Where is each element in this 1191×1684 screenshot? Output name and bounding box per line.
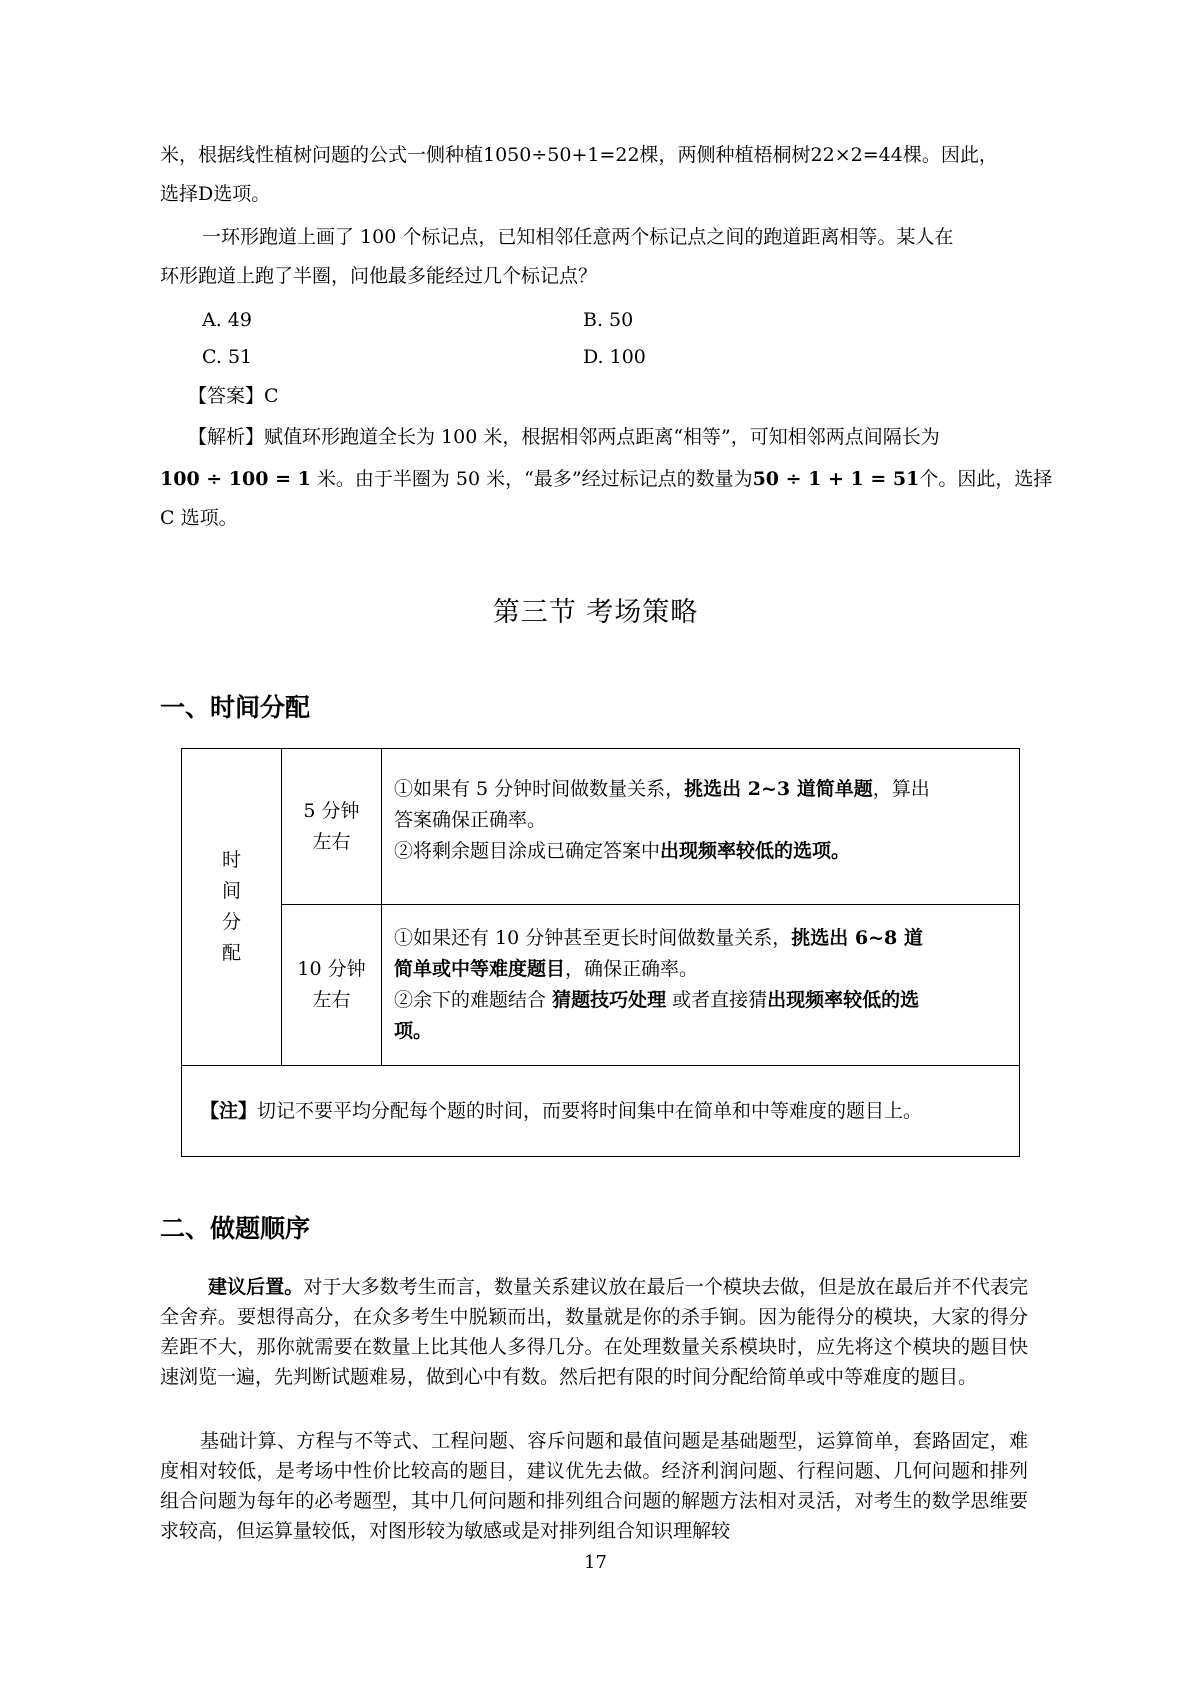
paragraph-text: 对于大多数考生而言，数量关系建议放在最后一个模块去做，但是放在最后并不代表完全舍弃。要想得高分，在众多考生中脱颖而出，数量就是你的杀手锏。因为能得分的模块，大家的得分差距不大，那你就需要在数量上比其他人多得几分。在处理数量关系模块时，应先将这个模块的题目快速浏览一遍，先判断试题难易，做到心中有数。然后把有限的时间分配给简单或中等难度的题目。 (160, 1276, 1028, 1388)
label-char: 配 (221, 942, 241, 964)
desc-line: 答案确保正确率。 (394, 809, 547, 831)
desc-line: 项。 (394, 1020, 433, 1042)
table-label-cell (182, 749, 282, 1066)
formula: 50 ÷ 1 + 1 = 51 (752, 468, 920, 490)
explanation-line (160, 466, 1052, 492)
desc-line: ②余下的难题结合 猜题技巧处理 或者直接猜出现频率较低的选 (394, 989, 920, 1011)
explanation-line: C 选项。 (160, 507, 238, 529)
note-cell (182, 1066, 1020, 1157)
time-value: 5 分钟 (303, 799, 360, 822)
heading-time-allocation: 一、时间分配 (160, 693, 311, 722)
question-line: 环形跑道上跑了半圈，问他最多能经过几个标记点？ (160, 265, 598, 287)
time-value: 10 分钟 (297, 958, 366, 980)
label-char: 时 (221, 849, 241, 871)
formula: 100 ÷ 100 = 1 (160, 468, 311, 490)
explanation-text: 个。因此，选择 (919, 468, 1053, 490)
text-line: 米，根据线性植树问题的公式一侧种植1050÷50+1=22棵，两侧种植梧桐树22×2=44棵。因此， (160, 144, 998, 166)
time-cell (282, 905, 382, 1066)
paragraph-lead: 建议后置。 (208, 1276, 304, 1298)
explanation-line: 【解析】赋值环形跑道全长为 100 米，根据相邻两点距离“相等”，可知相邻两点间隔长为 (188, 426, 940, 448)
explanation-text: 米。由于半圈为 50 米，“最多”经过标记点的数量为 (310, 468, 753, 490)
text-line: 选择D选项。 (160, 183, 271, 205)
time-allocation-table (181, 748, 1020, 1157)
option-b: B. 50 (583, 309, 634, 331)
desc-line: 简单或中等难度题目，确保正确率。 (394, 958, 699, 980)
time-value: 左右 (312, 989, 351, 1011)
option-a: A. 49 (202, 309, 252, 331)
heading-answer-order: 二、做题顺序 (160, 1214, 311, 1243)
time-value: 左右 (312, 830, 351, 853)
time-cell (282, 749, 382, 905)
option-c: C. 51 (202, 346, 253, 368)
note-label: 【注】 (200, 1099, 258, 1122)
question-line: 一环形跑道上画了 100 个标记点，已知相邻任意两个标记点之间的跑道距离相等。某人在 (202, 226, 954, 248)
label-char: 分 (221, 911, 241, 933)
desc-line: ②将剩余题目涂成已确定答案中出现频率较低的选项。 (394, 840, 851, 862)
paragraph: 基础计算、方程与不等式、工程问题、容斥问题和最值问题是基础题型，运算简单，套路固定，难度相对较低，是考场中性价比较高的题目，建议优先去做。经济利润问题、行程问题、几何问题和排列组合问题为每年的必考题型，其中几何问题和排列组合问题的解题方法相对灵活，对考生的数学思维要求较高，但运算量较低，对图形较为敏感或是对排列组合知识理解较 (160, 1430, 1028, 1542)
section-title: 第三节 考场策略 (492, 597, 699, 628)
table-row (182, 1066, 1020, 1157)
desc-cell (382, 905, 1020, 1066)
label-char: 间 (221, 880, 241, 902)
desc-cell (382, 749, 1020, 905)
desc-line: ①如果有 5 分钟时间做数量关系，挑选出 2~3 道简单题，算出 (394, 778, 930, 800)
page-number: 17 (584, 1552, 607, 1573)
answer-line: 【答案】C (188, 385, 279, 407)
option-d: D. 100 (583, 346, 646, 368)
desc-line: ①如果还有 10 分钟甚至更长时间做数量关系，挑选出 6~8 道 (394, 927, 923, 949)
paragraph (160, 1272, 1028, 1392)
table-row (182, 749, 1020, 905)
note-text: 切记不要平均分配每个题的时间，而要将时间集中在简单和中等难度的题目上。 (257, 1099, 923, 1122)
table-row (182, 905, 1020, 1066)
